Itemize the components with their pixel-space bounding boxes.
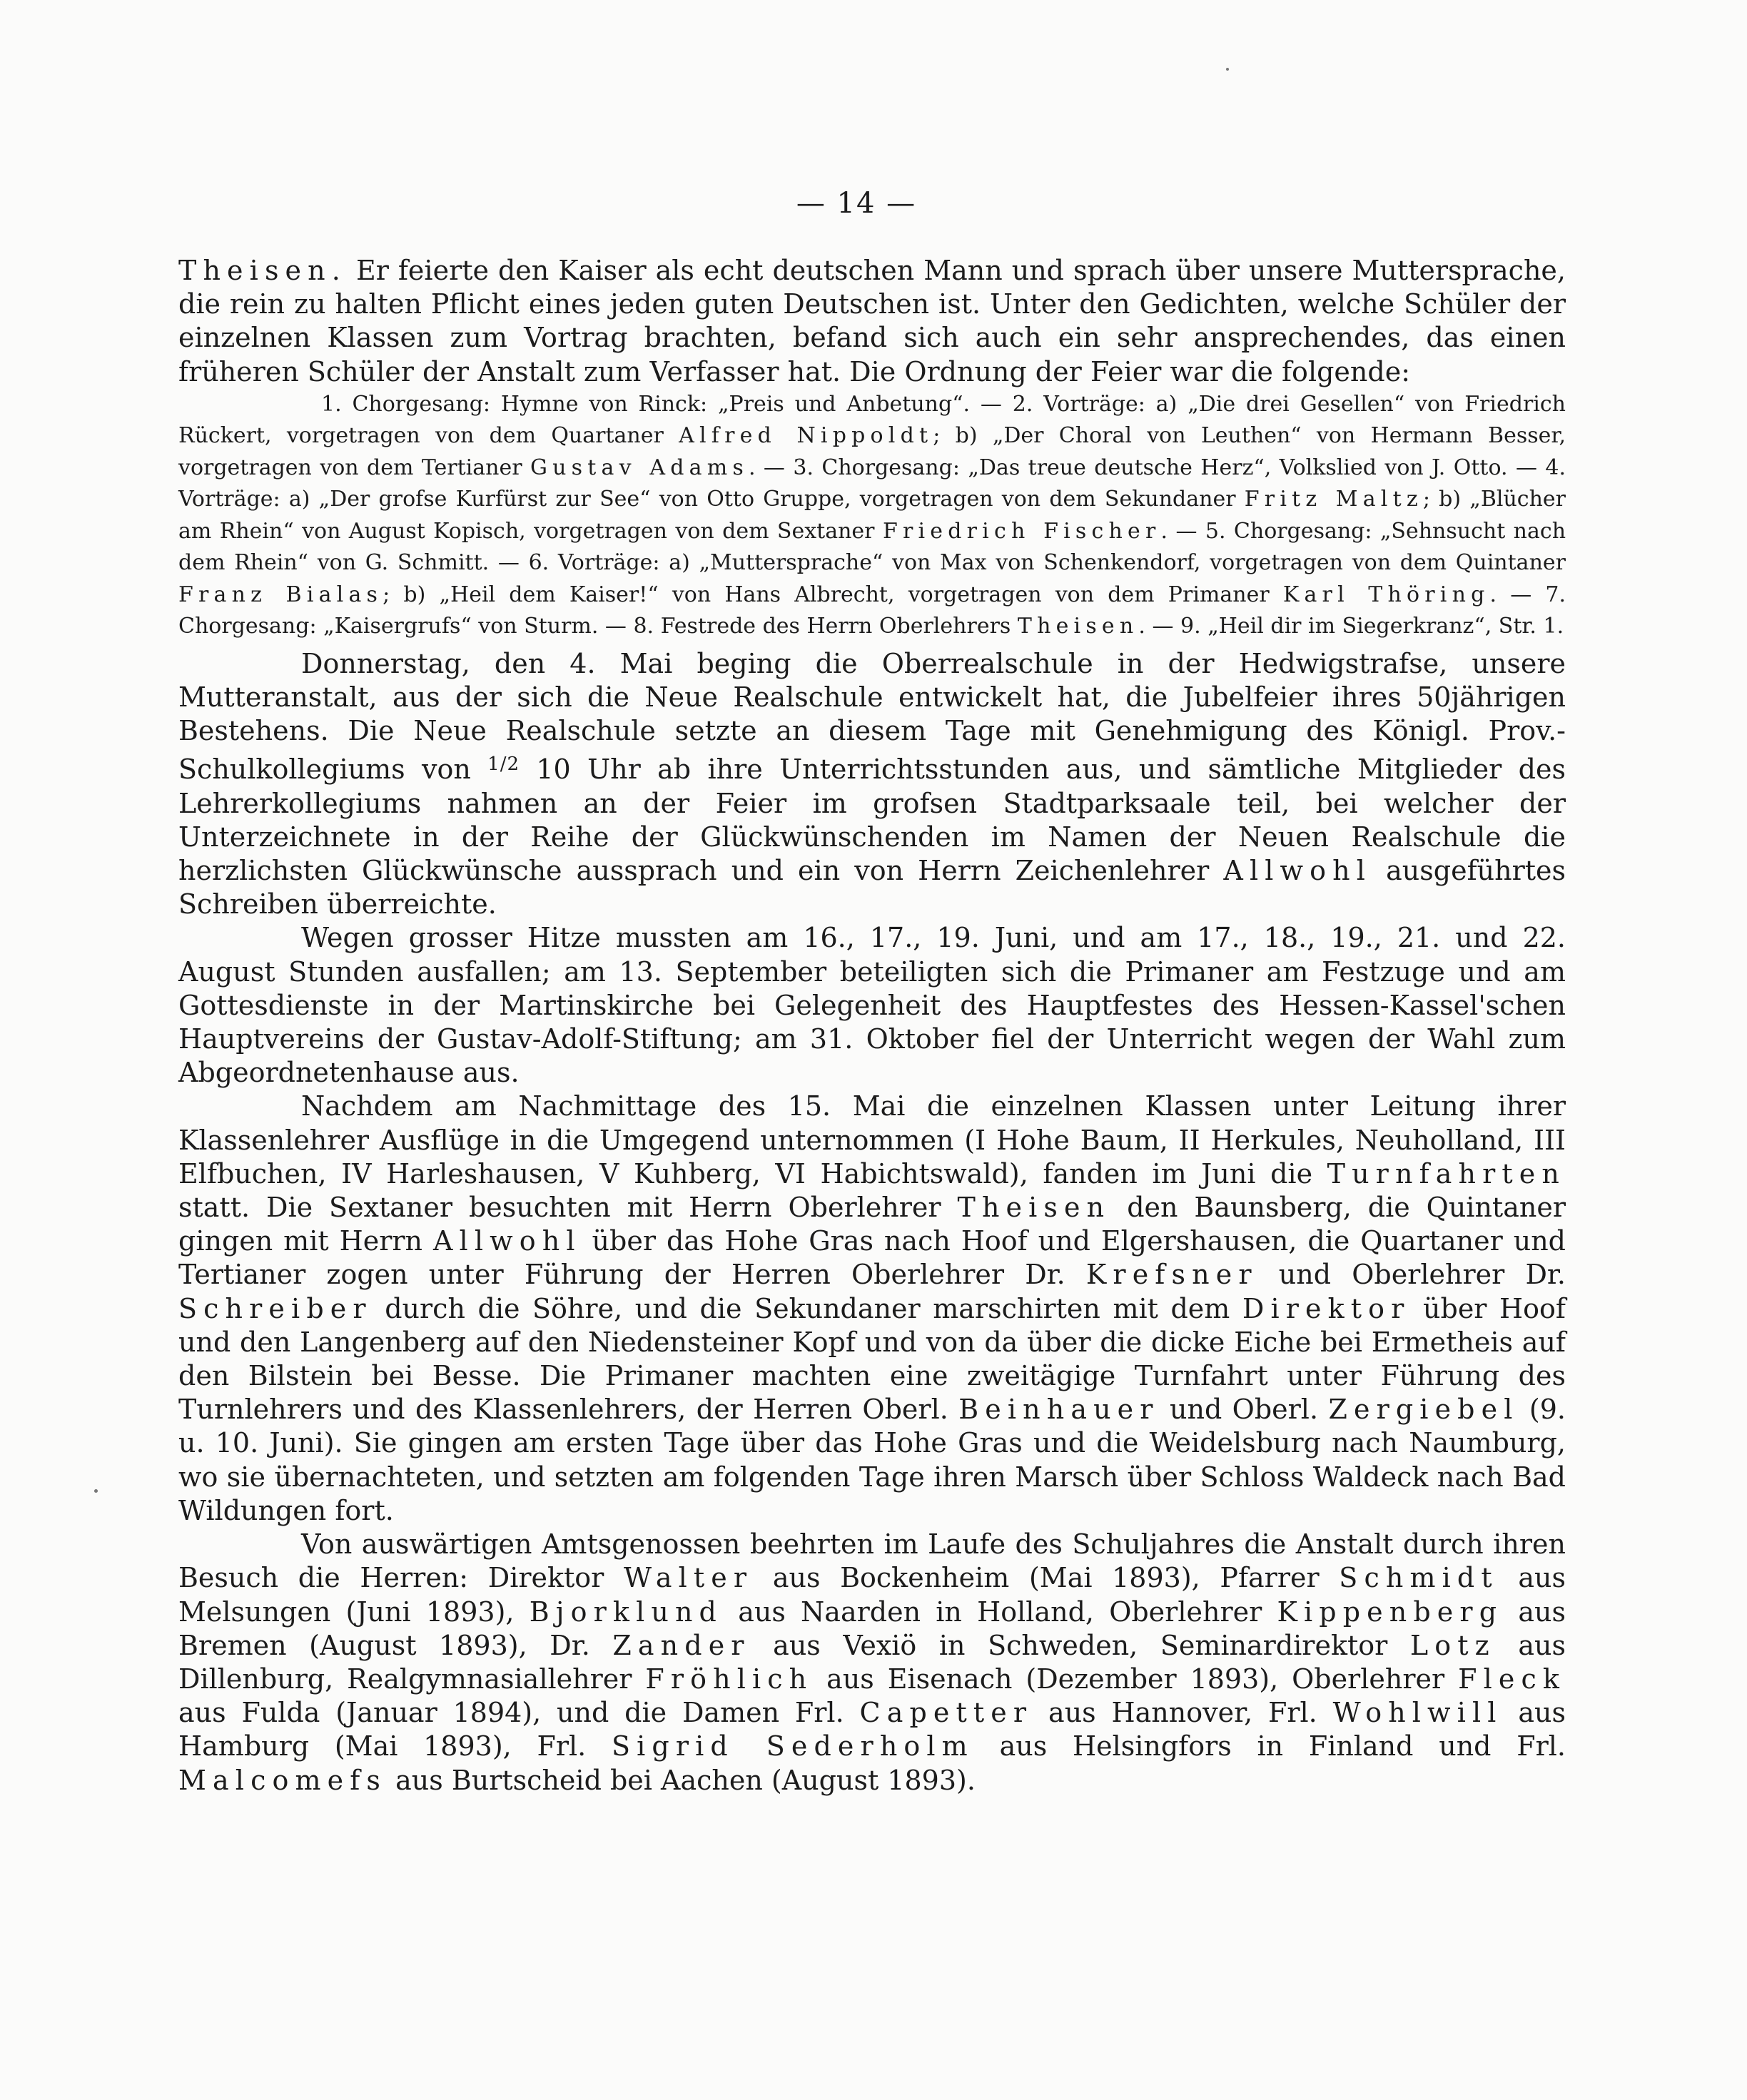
text-run: . — 3. Chorgesang: „Das treue deutsche Herz“, Volkslied von J. Otto. — 4. Vorträge: a) „Der grofse Kurfürst zur See“ von Otto Gruppe, vorgetragen von dem Sekundaner (178, 455, 1566, 512)
spaced-name: Fröhlich (645, 1663, 814, 1695)
text-run: . — 9. „Heil dir im Siegerkranz“, Str. 1. (1138, 614, 1564, 639)
text-run: aus Fulda (Januar 1894), und die Damen Frl. (178, 1697, 860, 1729)
text-run: durch die Söhre, und die Sekundaner marschirten mit dem (372, 1292, 1242, 1324)
text-run: aus Hamburg (Mai 1893), Frl. (178, 1697, 1566, 1762)
spaced-name: Bjorklund (529, 1596, 723, 1628)
text-run: ausgeführtes Schreiben überreichte. (178, 855, 1566, 920)
text-run: aus Burtscheid bei Aachen (August 1893). (387, 1764, 976, 1796)
text-run: . — 7. Chorgesang: „Kaisergrufs“ von Sturm. — 8. Festrede des Herrn Oberlehrers (178, 582, 1566, 639)
text-run: 1. Chorgesang: Hymne von Rinck: „Preis und Anbetung“. — 2. Vorträge: a) „Die drei Gesellen“ von Friedrich Rückert, vorgetragen von dem Quartaner (178, 391, 1566, 449)
text-run: aus Eisenach (Dezember 1893), Oberlehrer (813, 1663, 1459, 1695)
spaced-name: Theisen. (178, 255, 347, 286)
text-run: und Oberl. (1159, 1394, 1329, 1426)
text-run: aus Bremen (August 1893), Dr. (178, 1596, 1566, 1661)
text-run: aus Dillenburg, Realgymnasiallehrer (178, 1629, 1566, 1695)
spaced-name: Wohlwill (1332, 1697, 1503, 1729)
paragraph-jubelfeier (178, 647, 1566, 922)
spaced-name: Schmidt (1339, 1562, 1499, 1594)
spaced-name: Karl Thöring (1282, 582, 1490, 607)
text-run: Nachdem am Nachmittage des 15. Mai die einzelnen Klassen unter Leitung ihrer Klassenlehrer Ausflüge in die Umgegend unternommen (I Hohe Baum, II Herkules, Neuholland, III Elfbuchen, IV Harleshausen, V Kuhberg, VI Habichtswald), fanden im Juni die (178, 1090, 1566, 1190)
spaced-name: Fritz Maltz (1244, 487, 1423, 512)
spaced-name: Theisen (957, 1192, 1111, 1224)
text-run: aus Naarden in Holland, Oberlehrer (723, 1596, 1277, 1628)
spaced-name: Zander (612, 1629, 751, 1661)
text-run: statt. Die Sextaner besuchten mit Herrn Oberlehrer (178, 1192, 958, 1224)
spaced-name: Malcomefs (178, 1764, 388, 1796)
text-run: aus Hannover, Frl. (1033, 1697, 1333, 1729)
text-run: Donnerstag, den 4. Mai beging die Oberrealschule in der Hedwigstrafse, unsere Mutteranstalt, aus der sich die Neue Realschule entwickelt hat, die Jubelfeier ihres 50jährigen Bestehens. Die Neue Realschule setzte an diesem Tage mit Genehmigung des Königl. Prov.-Schulkollegiums von (178, 647, 1566, 786)
text-run: Von auswärtigen Amtsgenossen beehrten im Laufe des Schuljahres die Anstalt durch ihren Besuch die Herren: Direktor (178, 1528, 1566, 1594)
spaced-name: Theisen (1017, 614, 1139, 639)
spaced-name: Zergiebel (1328, 1394, 1519, 1426)
spaced-name: Alfred Nippoldt (679, 423, 933, 449)
spaced-name: Direktor (1242, 1292, 1411, 1324)
text-run: . — 5. Chorgesang: „Sehnsucht nach dem Rhein“ von G. Schmitt. — 6. Vorträge: a) „Muttersprache“ von Max von Schenkendorf, vorgetragen von dem Quintaner (178, 518, 1566, 576)
text-run: aus Bockenheim (Mai 1893), Pfarrer (753, 1562, 1340, 1594)
spaced-name: Walter (623, 1562, 754, 1594)
text-run: aus Helsingfors in Finland und Frl. (973, 1730, 1566, 1762)
spaced-name: Kippenberg (1277, 1596, 1504, 1628)
fraction: 1/2 (487, 754, 520, 776)
text-run: und Oberlehrer Dr. (1257, 1259, 1566, 1291)
spaced-name: Schreiber (178, 1292, 373, 1324)
spaced-name: Friedrich Fischer (882, 518, 1161, 544)
spaced-name: Turnfahrten (1327, 1157, 1566, 1190)
text-run: (9. u. 10. Juni). Sie gingen am ersten Tage über das Hohe Gras und die Weidelsburg nach Naumburg, wo sie übernachteten, und setzten am folgenden Tage ihren Marsch über Schloss Waldeck nach Bad Wildungen fort. (178, 1394, 1566, 1526)
spaced-name: Capetter (859, 1697, 1033, 1729)
spaced-name: Franz Bialas (178, 582, 383, 607)
text-run: aus Melsungen (Juni 1893), (178, 1562, 1566, 1628)
paragraph-besuche (178, 1528, 1566, 1797)
spaced-name: Sigrid Sederholm (611, 1730, 974, 1762)
paper-speck (94, 1489, 98, 1493)
text-run: 10 Uhr ab ihre Unterrichtsstunden aus, und sämtliche Mitglieder des Lehrerkollegiums nahmen an der Feier im grofsen Stadtparksaale teil, bei welcher der Unterzeichnete in der Reihe der Glückwünschenden im Namen der Neuen Realschule die herzlichsten Glückwünsche aussprach und ein von Herrn Zeichenlehrer (178, 754, 1566, 887)
spaced-name: Allwohl (1223, 855, 1372, 887)
spaced-name: Allwohl (432, 1225, 582, 1257)
text-run: ; b) „Blücher am Rhein“ von August Kopisch, vorgetragen von dem Sextaner (178, 487, 1566, 544)
text-run: über das Hohe Gras nach Hoof und Elgershausen, die Quartaner und Tertianer zogen unter Führung der Herren Oberlehrer Dr. (178, 1225, 1566, 1291)
paper-speck (1226, 68, 1229, 71)
text-run: Er feierte den Kaiser als echt deutschen Mann und sprach über unsere Muttersprache, die rein zu halten Pflicht eines jeden guten Deutschen ist. Unter den Gedichten, welche Schüler der einzelnen Klassen zum Vortrag brachten, befand sich auch ein sehr ansprechendes, das einen früheren Schüler der Anstalt zum Verfasser hat. Die Ordnung der Feier war die folgende: (178, 255, 1566, 387)
spaced-name: Gustav Adams (530, 455, 749, 480)
text-run: aus Vexiö in Schweden, Seminardirektor (750, 1629, 1410, 1661)
paragraph-turnfahrten (178, 1090, 1566, 1528)
paragraph-hitzeferien (178, 921, 1566, 1090)
program-list (178, 389, 1566, 643)
spaced-name: Krefsner (1085, 1259, 1258, 1291)
body-text (178, 254, 1566, 1797)
text-run: ; b) „Heil dem Kaiser!“ von Hans Albrecht, vorgetragen von dem Primaner (383, 582, 1283, 607)
paragraph-festrede (178, 254, 1566, 389)
text-run: ; b) „Der Choral von Leuthen“ von Hermann Besser, vorgetragen von dem Tertianer (178, 423, 1566, 480)
spaced-name: Fleck (1458, 1663, 1566, 1695)
text-run: über Hoof und den Langenberg auf den Niedensteiner Kopf und von da über die dicke Eiche bei Ermetheis auf den Bilstein bei Besse. Die Primaner machten eine zweitägige Turnfahrt unter Führung des Turnlehrers und des Klassenlehrers, der Herren Oberl. (178, 1292, 1566, 1426)
text-run: den Baunsberg, die Quintaner gingen mit Herrn (178, 1192, 1566, 1257)
page-number: — 14 — (796, 187, 917, 220)
text-run: Wegen grosser Hitze mussten am 16., 17., 19. Juni, und am 17., 18., 19., 21. und 22. August Stunden ausfallen; am 13. September beteiligten sich die Primaner am Festzuge und am Gottesdienste in der Martinskirche bei Gelegenheit des Hauptfestes des Hessen-Kassel'schen Hauptvereins der Gustav-Adolf-Stiftung; am 31. Oktober fiel der Unterricht wegen der Wahl zum Abgeordnetenhause aus. (178, 922, 1566, 1089)
spaced-name: Lotz (1409, 1629, 1496, 1661)
spaced-name: Beinhauer (958, 1394, 1160, 1426)
